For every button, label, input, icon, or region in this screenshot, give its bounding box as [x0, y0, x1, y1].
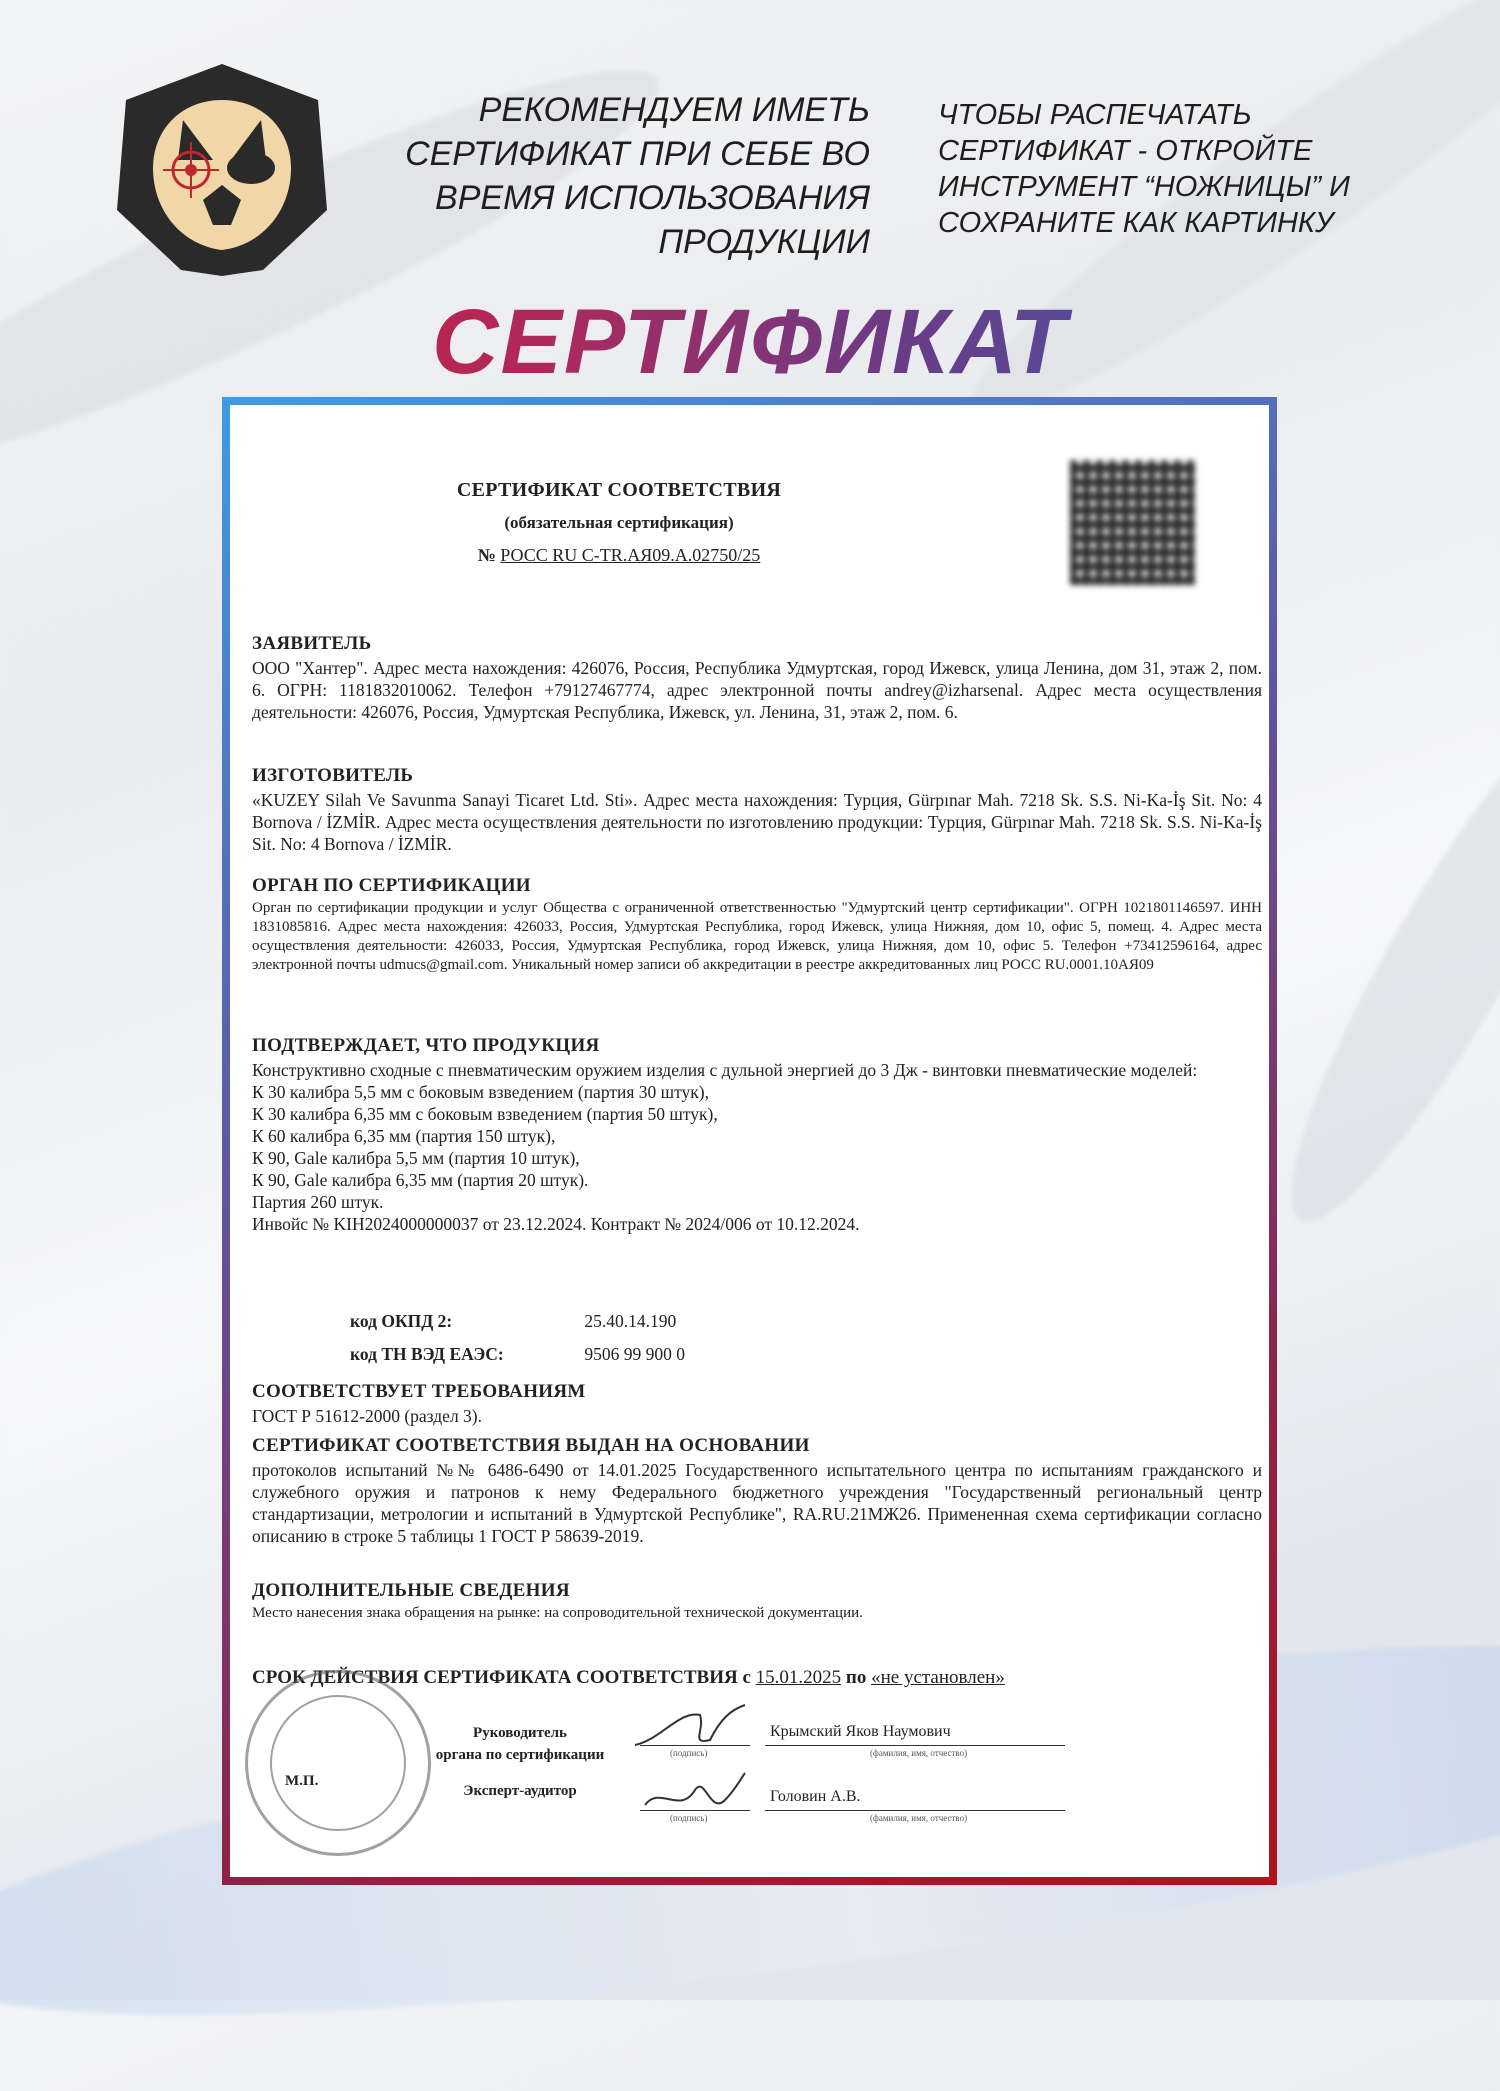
product-line: К 30 калибра 5,5 мм с боковым взведением (партия 30 штук), — [252, 1082, 710, 1102]
additional-info-heading: ДОПОЛНИТЕЛЬНЫЕ СВЕДЕНИЯ — [252, 1580, 570, 1601]
stamp-label: М.П. — [285, 1773, 319, 1789]
expert-label: Эксперт-аудитор — [463, 1783, 577, 1799]
print-instructions-note: ЧТОБЫ РАСПЕЧАТАТЬ СЕРТИФИКАТ - ОТКРОЙТЕ ИНСТРУМЕНТ “НОЖНИЦЫ” И СОХРАНИТЕ КАК КАРТИНКУ — [938, 99, 1350, 239]
product-line: К 30 калибра 6,35 мм с боковым взведением (партия 50 штук), — [252, 1104, 718, 1124]
product-line: Конструктивно сходные с пневматическим оружием изделия с дульной энергией до 3 Дж - винтовки пневматические моделей: — [252, 1060, 1198, 1080]
certification-body-section — [252, 875, 1262, 975]
signature-caption: (подпись) — [670, 1748, 708, 1758]
certificate-number — [230, 545, 1008, 566]
signature-line — [640, 1810, 750, 1811]
requirements-section — [252, 1381, 1262, 1427]
name-line — [765, 1745, 1065, 1746]
additional-info-section — [252, 1580, 1262, 1623]
tnved-code-row — [350, 1343, 685, 1365]
certificate-subtitle: (обязательная сертификация) — [504, 513, 734, 532]
certificate-title: СЕРТИФИКАТ СООТВЕТСТВИЯ — [456, 479, 782, 501]
signature-line — [640, 1745, 750, 1746]
head-name: Крымский Яков Наумович — [770, 1723, 951, 1740]
page-title: СЕРТИФИКАТ — [0, 290, 1500, 395]
head-label-1: Руководитель — [473, 1725, 567, 1741]
certification-body-heading: ОРГАН ПО СЕРТИФИКАЦИИ — [252, 875, 531, 896]
expert-name: Головин А.В. — [770, 1788, 861, 1805]
number-sign: № — [477, 545, 496, 565]
carry-certificate-note: РЕКОМЕНДУЕМ ИМЕТЬ СЕРТИФИКАТ ПРИ СЕБЕ ВО ВРЕМЯ ИСПОЛЬЗОВАНИЯ ПРОДУКЦИИ — [405, 91, 870, 261]
certificate-frame — [222, 397, 1277, 1885]
name-caption: (фамилия, имя, отчество) — [870, 1748, 968, 1758]
lion-head-logo-icon — [113, 60, 331, 278]
product-section — [252, 1035, 1262, 1235]
additional-info-text: Место нанесения знака обращения на рынке: на сопроводительной технической документации. — [252, 1605, 863, 1621]
applicant-heading: ЗАЯВИТЕЛЬ — [252, 633, 372, 654]
certificate-number-value: РОСС RU С-TR.АЯ09.А.02750/25 — [500, 545, 761, 565]
okpd-code-row — [350, 1310, 676, 1332]
validity-to-date: «не установлен» — [871, 1667, 1005, 1688]
manufacturer-section — [252, 765, 1262, 855]
validity-label: СРОК ДЕЙСТВИЯ СЕРТИФИКАТА СООТВЕТСТВИЯ — [252, 1667, 738, 1688]
certification-body-text: Орган по сертификации продукции и услуг Общества с ограниченной ответственностью "Удмуртский центр сертификации". ОГРН 1021801146597. ИНН 1831085816. Адрес места нахождения: 426033, Россия, Удмуртская Республика, город Ижевск, улица Нижняя, дом 10, офис 5, помещ. 4. Адрес места осуществления деятельности: 426033, Россия, Удмуртская Республика, город Ижевск, улица Нижняя, дом 10, офис 5. Телефон +73412596164, адрес электронной почты udmucs@gmail.com. Уникальный номер записи об аккредитации в реестре аккредитованных лиц РОСС RU.0001.10АЯ09 — [252, 900, 1262, 973]
okpd-value: 25.40.14.190 — [584, 1311, 677, 1331]
name-line — [765, 1810, 1065, 1811]
basis-text: протоколов испытаний №№ 6486-6490 от 14.01.2025 Государственного испытательного центра по испытаниям гражданского и служебного оружия и патронов к нему Федерального бюджетного учреждения "Государственный региональный центр стандартизации, метрологии и испытаний в Удмуртской Республике", RA.RU.21МЖ26. Примененная схема сертификации согласно описанию в строке 5 таблицы 1 ГОСТ Р 58639-2019. — [252, 1460, 1262, 1546]
product-line: К 60 калибра 6,35 мм (партия 150 штук), — [252, 1126, 556, 1146]
signature-caption: (подпись) — [670, 1813, 708, 1823]
product-line: К 90, Gale калибра 5,5 мм (партия 10 штук), — [252, 1148, 580, 1168]
manufacturer-text: «KUZEY Silah Ve Savunma Sanayi Ticaret Ltd. Sti». Адрес места нахождения: Турция, Gürpınar Mah. 7218 Sk. S.S. Ni-Ka-İş Sit. No: 4 Bornova / İZMİR. Адрес места осуществления деятельности по изготовлению продукции: Турция, Gürpınar Mah. 7218 Sk. S.S. Ni-Ka-İş Sit. No: 4 Bornova / İZMİR. — [252, 790, 1262, 854]
validity-from-date: 15.01.2025 — [755, 1667, 842, 1688]
requirements-heading: СООТВЕТСТВУЕТ ТРЕБОВАНИЯМ — [252, 1381, 586, 1402]
product-line: К 90, Gale калибра 6,35 мм (партия 20 штук). — [252, 1170, 589, 1190]
manufacturer-heading: ИЗГОТОВИТЕЛЬ — [252, 765, 414, 786]
okpd-label: код ОКПД 2: — [350, 1311, 453, 1331]
background-brush-stroke — [1248, 670, 1500, 1250]
product-line: Инвойс № KIH2024000000037 от 23.12.2024. Контракт № 2024/006 от 10.12.2024. — [252, 1214, 860, 1234]
basis-section — [252, 1435, 1262, 1547]
head-label-2: органа по сертификации — [435, 1747, 605, 1763]
qr-code-icon — [1070, 460, 1195, 585]
validity-to-word: по — [845, 1667, 867, 1688]
tnved-value: 9506 99 900 0 — [584, 1344, 685, 1364]
applicant-text: ООО "Хантер". Адрес места нахождения: 426076, Россия, Республика Удмуртская, город Ижевск, улица Ленина, дом 31, этаж 2, пом. 6. ОГРН: 1181832010062. Телефон +79127467774, адрес электронной почты andrey@izharsenal. Адрес места осуществления деятельности: 426076, Россия, Удмуртская Республика, Ижевск, ул. Ленина, 31, этаж 2, пом. 6. — [252, 658, 1262, 722]
certificate-document — [230, 405, 1269, 1877]
product-line: Партия 260 штук. — [252, 1192, 384, 1212]
tnved-label: код ТН ВЭД ЕАЭС: — [350, 1344, 504, 1364]
requirements-text: ГОСТ Р 51612-2000 (раздел 3). — [252, 1406, 483, 1426]
product-heading: ПОДТВЕРЖДАЕТ, ЧТО ПРОДУКЦИЯ — [252, 1035, 600, 1056]
validity-from-word: с — [742, 1667, 751, 1688]
applicant-section — [252, 633, 1262, 723]
name-caption: (фамилия, имя, отчество) — [870, 1813, 968, 1823]
basis-heading: СЕРТИФИКАТ СООТВЕТСТВИЯ ВЫДАН НА ОСНОВАНИИ — [252, 1435, 810, 1456]
round-stamp-icon — [245, 1670, 431, 1856]
